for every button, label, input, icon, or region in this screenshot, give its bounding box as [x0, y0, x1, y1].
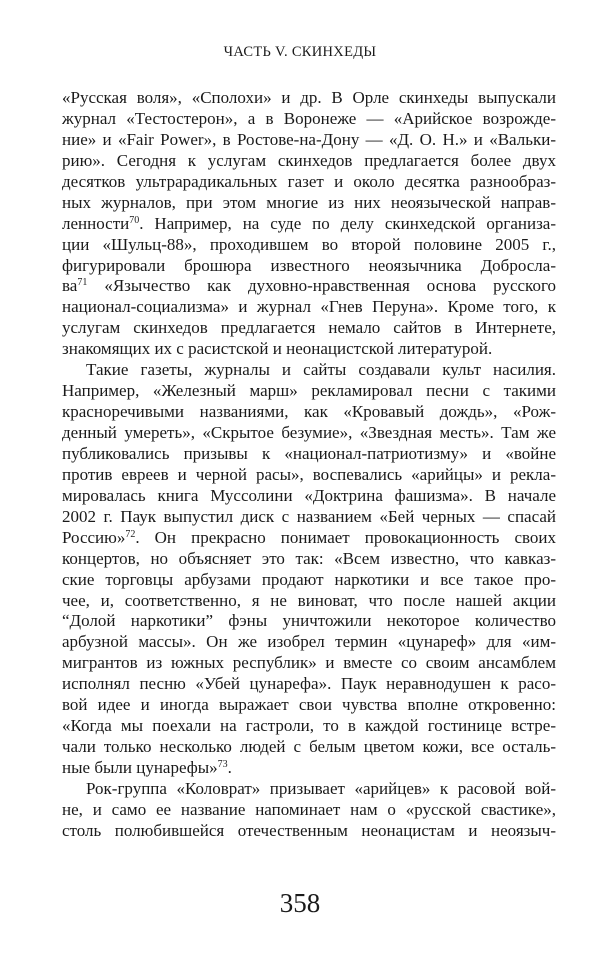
- text-segment: концертов, но объясняет это так: «Всем известно, что кавказ-: [62, 548, 556, 568]
- text-segment: ние» и «Fair Power», в Ростове-на-Дону — «Д. О. Н.» и «Вальки-: [62, 129, 556, 149]
- text-segment: услугам скинхедов предлагается немало сайтов в Интернете,: [62, 318, 556, 338]
- text-line: [62, 423, 556, 444]
- text-segment: . Он прекрасно понимает провокационность своих: [135, 527, 556, 547]
- text-line: [62, 549, 556, 570]
- text-segment: чее, и, соответственно, я не виноват, что после нашей акции: [62, 590, 556, 610]
- text-line: [62, 528, 556, 549]
- text-line: [62, 800, 556, 821]
- text-line: [62, 88, 556, 109]
- text-line: [62, 402, 556, 423]
- text-segment: . Например, на суде по делу скинхедской организа-: [139, 213, 556, 233]
- text-segment: .: [227, 758, 232, 777]
- text-segment: публиковались призывы к «национал-патриотизму» и «войне: [62, 443, 556, 463]
- text-line: [62, 632, 556, 653]
- text-segment: столь полюбившейся отечественным неонацистам и неоязыч-: [62, 820, 556, 840]
- text-segment: Например, «Железный марш» рекламировал песни с такими: [62, 381, 556, 401]
- paragraph: [62, 779, 556, 842]
- text-segment: Рок-группа «Коловрат» призывает «арийцев» к расовой вой-: [86, 778, 556, 798]
- text-line: [62, 674, 556, 695]
- text-segment: ские торговцы арбузами продают наркотики и все такое про-: [62, 569, 556, 589]
- text-segment: «Когда мы поехали на гастроли, то в каждой гостинице встре-: [62, 716, 556, 736]
- text-line: [62, 653, 556, 674]
- text-segment: ции «Шульц-88», проходившем во второй половине 2005 г.,: [62, 234, 556, 254]
- text-segment: арбузной массы». Он же изобрел термин «цунареф» для «им-: [62, 632, 556, 652]
- text-line: [62, 256, 556, 277]
- text-segment: ные были цунарефы»: [62, 758, 218, 777]
- text-segment: десятков ультрарадикальных газет и около десятка разнообраз-: [62, 171, 556, 191]
- text-segment: против евреев и черной расы», воспевались «арийцы» и рекла-: [62, 464, 556, 484]
- text-segment: Россию»: [62, 527, 126, 547]
- text-line: [62, 737, 556, 758]
- text-line: [62, 444, 556, 465]
- text-segment: чали только несколько людей с белым цветом кожи, все осталь-: [62, 737, 556, 757]
- text-line: [62, 276, 556, 297]
- text-line: [62, 172, 556, 193]
- text-segment: мировалась книга Муссолини «Доктрина фашизма». В начале: [62, 485, 556, 505]
- running-header: ЧАСТЬ V. СКИНХЕДЫ: [223, 44, 377, 60]
- text-line: [62, 235, 556, 256]
- text-segment: “Долой наркотики” фэны уничтожили некоторое количество: [62, 611, 556, 631]
- text-segment: «Русская воля», «Сполохи» и др. В Орле скинхеды выпускали: [62, 88, 556, 107]
- text-segment: мигрантов из южных республик» и вместе со своим ансамблем: [62, 653, 556, 673]
- text-line: [62, 695, 556, 716]
- text-segment: знакомящих их с расистской и неонацистской литературой.: [62, 339, 493, 359]
- text-segment: исполнял песню «Убей цунарефа». Паук неравнодушен к расо-: [62, 674, 556, 694]
- body-text: [62, 88, 556, 842]
- text-line: [62, 339, 556, 360]
- text-line: [62, 507, 556, 528]
- text-line: [62, 360, 556, 381]
- text-line: [62, 214, 556, 235]
- footnote-marker: 70: [129, 214, 140, 226]
- text-line: [62, 109, 556, 130]
- footnote-marker: 72: [125, 528, 136, 540]
- text-segment: ленности: [62, 213, 130, 233]
- text-line: [62, 193, 556, 214]
- footnote-marker: 73: [217, 759, 228, 770]
- text-line: [62, 779, 556, 800]
- text-line: [62, 821, 556, 842]
- text-segment: красноречивыми названиями, как «Кровавый дождь», «Рож-: [62, 402, 556, 422]
- text-line: [62, 758, 556, 779]
- text-segment: не, и само ее название напоминает нам о «русской свастике»,: [62, 799, 556, 819]
- paragraph: [62, 360, 556, 779]
- text-line: [62, 611, 556, 632]
- text-line: [62, 716, 556, 737]
- text-segment: рию». Сегодня к услугам скинхедов предлагается более двух: [62, 150, 556, 170]
- paragraph: [62, 88, 556, 360]
- footnote-marker: 71: [77, 277, 88, 289]
- text-line: [62, 465, 556, 486]
- text-segment: вой идее и иногда выражает свои чувства вполне откровенно:: [62, 695, 556, 715]
- text-line: [62, 381, 556, 402]
- text-line: [62, 297, 556, 318]
- text-segment: журнал «Тестостерон», а в Воронеже — «Арийское возрожде-: [62, 108, 556, 128]
- text-line: [62, 130, 556, 151]
- text-line: [62, 570, 556, 591]
- text-segment: денный умереть», «Скрытое безумие», «Звездная месть». Там же: [62, 423, 556, 442]
- text-segment: национал-социализма» и журнал «Гнев Перуна». Кроме того, к: [62, 297, 556, 317]
- text-line: [62, 318, 556, 339]
- text-segment: фигурировали брошюра известного неоязычника Доброслa-: [62, 255, 556, 275]
- text-line: [62, 486, 556, 507]
- text-segment: 2002 г. Паук выпустил диск с названием «Бей черных — спасай: [62, 506, 556, 526]
- text-line: [62, 151, 556, 172]
- text-segment: «Язычество как духовно-нравственная основа русского: [87, 276, 556, 296]
- text-line: [62, 591, 556, 612]
- page-number: 358: [279, 888, 321, 918]
- text-segment: Такие газеты, журналы и сайты создавали культ насилия.: [86, 360, 556, 380]
- text-segment: ных журналов, при этом многие из них неоязыческой направ-: [62, 192, 556, 212]
- text-segment: ва: [62, 276, 78, 296]
